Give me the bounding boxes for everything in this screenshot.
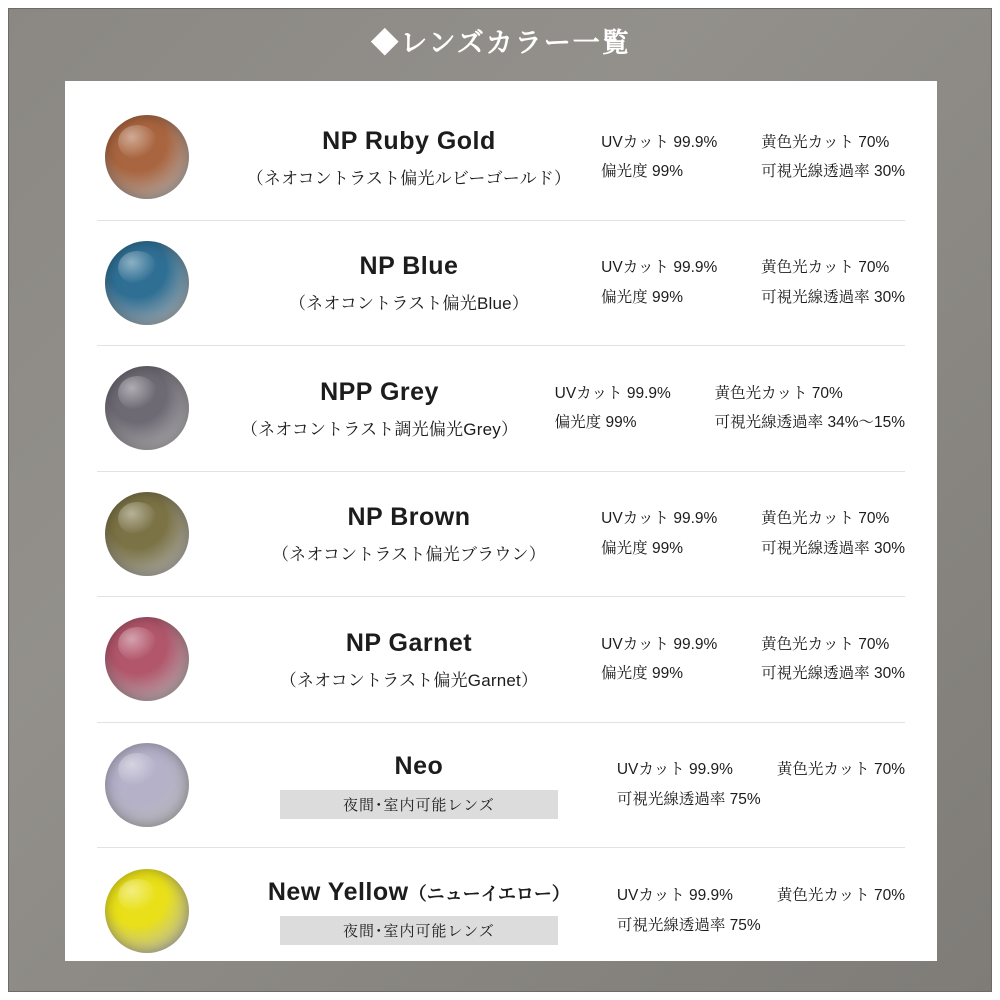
swatch-cell <box>97 366 220 450</box>
spec-visible-light-transmittance: 可視光線透過率 75% <box>616 916 761 934</box>
lens-name-jp: （ネオコントラスト調光偏光Grey） <box>240 419 519 439</box>
spec-yellow-cut: 黄色光カット 70% <box>776 761 905 779</box>
spec-column-stack <box>617 755 905 814</box>
spec-yellow-cut: 黄色光カット 70% <box>761 510 890 528</box>
spec-visible-light-transmittance: 可視光線透過率 75% <box>616 790 761 808</box>
swatch-cell <box>97 617 233 701</box>
night-indoor-badge: 夜間･室内可能レンズ <box>280 790 558 819</box>
spec-yellow-cut: 黄色光カット 70% <box>761 133 890 151</box>
lens-spec-cell <box>607 755 905 814</box>
swatch-cell <box>97 743 237 827</box>
lens-name-en: NP Blue <box>359 252 459 281</box>
lens-spec-cell <box>591 504 905 563</box>
outer-frame <box>8 8 992 992</box>
lens-color-swatch <box>105 617 189 701</box>
spec-yellow-cut: 黄色光カット 70% <box>714 384 843 402</box>
lens-name-en: New Yellow（ニューイエロー） <box>267 877 570 906</box>
lens-name-jp: （ネオコントラスト偏光ルビーゴールド） <box>246 168 572 188</box>
lens-name-en: NP Ruby Gold <box>322 126 496 155</box>
spec-column-left <box>601 504 761 563</box>
spec-column-left <box>601 128 761 187</box>
spec-polarization: 偏光度 99% <box>601 288 683 306</box>
lens-name-cell <box>233 251 591 314</box>
spec-yellow-cut: 黄色光カット 70% <box>761 635 890 653</box>
spec-column-left <box>601 630 761 689</box>
spec-column-right <box>761 504 905 563</box>
lens-color-swatch <box>105 492 189 576</box>
lens-name-jp: （ネオコントラスト偏光Garnet） <box>279 670 539 690</box>
lens-name-cell <box>233 628 591 691</box>
lens-spec-cell <box>607 881 905 940</box>
lens-row <box>97 848 905 974</box>
spec-yellow-cut: 黄色光カット 70% <box>776 887 905 905</box>
lens-color-swatch <box>105 743 189 827</box>
lens-color-swatch <box>105 241 189 325</box>
spec-visible-light-transmittance: 可視光線透過率 30% <box>761 288 905 306</box>
spec-polarization: 偏光度 99% <box>601 539 683 557</box>
spec-visible-light-transmittance: 可視光線透過率 30% <box>761 539 905 557</box>
lens-name-en: Neo <box>394 751 444 780</box>
content-card <box>65 81 937 961</box>
lens-row <box>97 346 905 472</box>
lens-name-cell <box>237 751 607 819</box>
night-indoor-badge: 夜間･室内可能レンズ <box>280 916 558 945</box>
lens-spec-cell <box>591 128 905 187</box>
lens-row <box>97 221 905 347</box>
spec-uv-cut: UVカット 99.9% <box>616 761 733 779</box>
lens-name-cell <box>237 877 607 945</box>
spec-polarization: 偏光度 99% <box>554 414 637 432</box>
spec-column-left <box>555 379 715 438</box>
lens-row <box>97 95 905 221</box>
page-title: ◆レンズカラー一覧 <box>371 27 631 58</box>
lens-name-cell <box>220 377 544 440</box>
spec-yellow-cut: 黄色光カット 70% <box>761 259 890 277</box>
spec-visible-light-transmittance: 可視光線透過率 30% <box>761 665 905 683</box>
lens-row <box>97 723 905 849</box>
lens-rows <box>97 95 905 947</box>
lens-name-en: NP Brown <box>347 503 471 532</box>
lens-color-swatch <box>105 115 189 199</box>
lens-name-en-suffix: （ニューイエロー） <box>408 883 570 904</box>
lens-spec-cell <box>591 630 905 689</box>
spec-polarization: 偏光度 99% <box>601 665 683 683</box>
swatch-cell <box>97 241 233 325</box>
lens-row <box>97 472 905 598</box>
swatch-cell <box>97 115 233 199</box>
lens-name-cell <box>233 502 591 565</box>
lens-name-en: NPP Grey <box>320 377 439 406</box>
spec-polarization: 偏光度 99% <box>601 163 683 181</box>
title-bar <box>9 9 993 71</box>
lens-name-jp: （ネオコントラスト偏光Blue） <box>288 294 529 314</box>
lens-color-swatch <box>105 366 189 450</box>
spec-visible-light-transmittance: 可視光線透過率 30% <box>761 163 905 181</box>
spec-uv-cut: UVカット 99.9% <box>616 887 733 905</box>
lens-row <box>97 597 905 723</box>
spec-row-top <box>617 755 905 784</box>
spec-uv-cut: UVカット 99.9% <box>601 259 718 277</box>
swatch-cell <box>97 492 233 576</box>
lens-name-jp: （ネオコントラスト偏光ブラウン） <box>271 545 546 565</box>
spec-uv-cut: UVカット 99.9% <box>554 384 671 402</box>
spec-uv-cut: UVカット 99.9% <box>601 510 718 528</box>
spec-column-left <box>601 253 761 312</box>
lens-spec-cell <box>545 379 905 438</box>
lens-name-cell <box>233 126 591 189</box>
lens-color-swatch <box>105 869 189 953</box>
spec-column-right <box>761 630 905 689</box>
spec-column-right <box>761 253 905 312</box>
lens-name-en: NP Garnet <box>345 628 473 657</box>
spec-visible-light-transmittance: 可視光線透過率 34%〜15% <box>714 414 905 432</box>
spec-uv-cut: UVカット 99.9% <box>601 635 718 653</box>
spec-row-top <box>617 881 905 910</box>
spec-column-right <box>715 379 905 438</box>
swatch-cell <box>97 869 237 953</box>
spec-uv-cut: UVカット 99.9% <box>601 133 718 151</box>
spec-column-stack <box>617 881 905 940</box>
lens-spec-cell <box>591 253 905 312</box>
spec-column-right <box>761 128 905 187</box>
